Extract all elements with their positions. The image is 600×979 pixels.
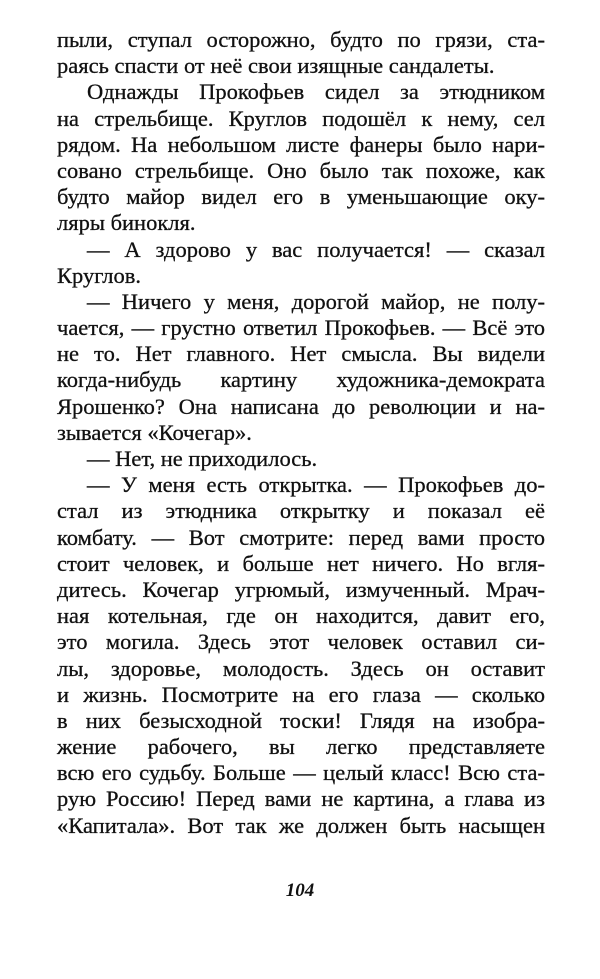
text-line: рую Россию! Перед вами не картина, а глава из — [57, 786, 545, 812]
text-line: ная котельная, где он находится, давит его, — [57, 603, 545, 629]
text-line: когда-нибудь картину художника-демократа — [57, 367, 545, 393]
text-line: будто майор видел его в уменьшающие оку- — [57, 184, 545, 210]
text-line: совано стрельбище. Оно было так похоже, как — [57, 157, 545, 183]
text-line: рядом. На небольшом листе фанеры было нари- — [57, 131, 545, 157]
text-line: Ярошенко? Она написана до революции и на- — [57, 393, 545, 419]
text-line: пыли, ступал осторожно, будто по грязи, ста- — [57, 27, 545, 52]
text-line: жение рабочего, вы легко представляете — [57, 734, 545, 760]
text-line: чается, — грустно ответил Прокофьев. — Всё это — [57, 315, 545, 341]
book-page-text — [57, 27, 545, 839]
text-line: стал из этюдника открытку и показал её — [57, 498, 545, 524]
text-line: дитесь. Кочегар угрюмый, измученный. Мрач- — [57, 576, 545, 602]
text-line: Однажды Прокофьев сидел за этюдником — [87, 79, 545, 105]
text-line: зывается «Кочегар». — [57, 419, 252, 445]
text-line: — Ничего у меня, дорогой майор, не полу- — [87, 288, 545, 314]
text-line: стоит человек, и больше нет ничего. Но вгля- — [57, 550, 545, 576]
text-line: ляры бинокля. — [57, 210, 196, 236]
text-line: это могила. Здесь этот человек оставил си- — [57, 629, 545, 655]
text-line: всю его судьбу. Больше — целый класс! Всю ста- — [57, 760, 545, 786]
text-line: — Нет, не приходилось. — [87, 446, 318, 471]
text-line: в них безысходной тоски! Глядя на изобра- — [57, 707, 545, 733]
text-line: комбату. — Вот смотрите: перед вами просто — [57, 524, 545, 550]
text-line: Круглов. — [57, 262, 142, 288]
text-line: — А здорово у вас получается! — сказал — [87, 236, 545, 262]
text-line: лы, здоровье, молодость. Здесь он оставит — [57, 655, 545, 681]
text-line: раясь спасти от неё свои изящные сандалеты. — [57, 53, 495, 79]
page-number: 104 — [285, 880, 315, 901]
text-line: «Капитала». Вот так же должен быть насыщен — [57, 812, 545, 838]
text-line: на стрельбище. Круглов подошёл к нему, сел — [57, 105, 545, 131]
text-line: не то. Нет главного. Нет смысла. Вы видели — [57, 341, 545, 367]
text-line: — У меня есть открытка. — Прокофьев до- — [87, 472, 545, 498]
text-line: и жизнь. Посмотрите на его глаза — сколько — [57, 681, 545, 707]
